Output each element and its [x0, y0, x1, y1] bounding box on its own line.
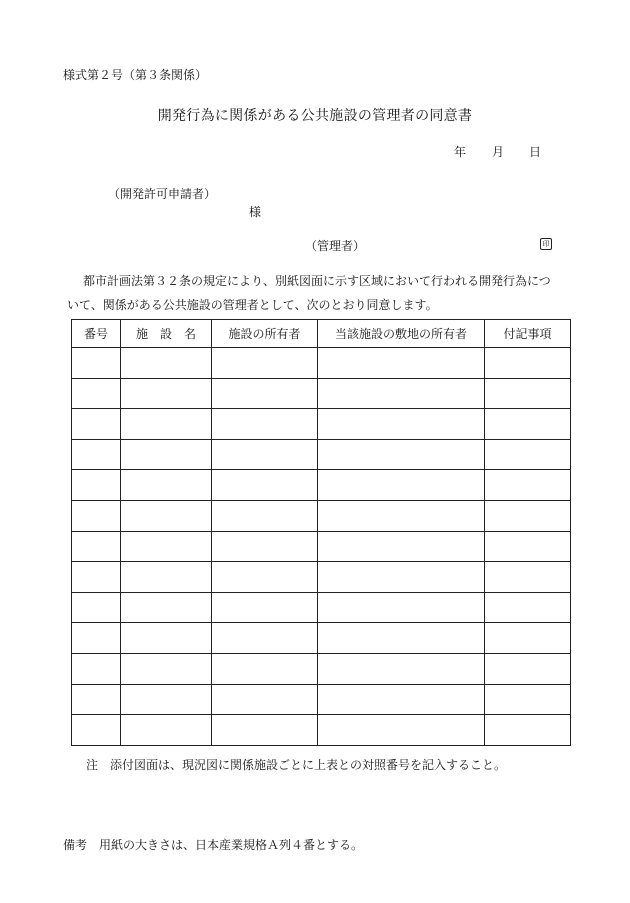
cell-land-owner	[318, 439, 485, 470]
cell-facility-owner	[212, 500, 318, 531]
table-row	[72, 500, 571, 531]
cell-facility-name	[121, 348, 212, 379]
cell-facility-owner	[212, 623, 318, 654]
table-row	[72, 684, 571, 715]
cell-number	[72, 409, 121, 440]
cell-remarks	[485, 470, 571, 501]
cell-number	[72, 378, 121, 409]
cell-land-owner	[318, 653, 485, 684]
cell-remarks	[485, 348, 571, 379]
cell-facility-owner	[212, 562, 318, 593]
header-facility-name: 施 設 名	[121, 320, 212, 348]
cell-number	[72, 623, 121, 654]
cell-number	[72, 348, 121, 379]
cell-facility-name	[121, 562, 212, 593]
cell-facility-owner	[212, 684, 318, 715]
cell-number	[72, 592, 121, 623]
table-row	[72, 715, 571, 746]
cell-facility-owner	[212, 653, 318, 684]
cell-land-owner	[318, 592, 485, 623]
cell-remarks	[485, 715, 571, 746]
cell-number	[72, 684, 121, 715]
cell-remarks	[485, 439, 571, 470]
cell-number	[72, 715, 121, 746]
header-number: 番号	[72, 320, 121, 348]
applicant-honorific: 様	[249, 205, 262, 219]
cell-remarks	[485, 623, 571, 654]
cell-number	[72, 562, 121, 593]
cell-remarks	[485, 562, 571, 593]
table-row	[72, 378, 571, 409]
attachment-note: 注 添付図面は、現況図に関係施設ごとに上表との対照番号を記入すること。	[86, 758, 507, 772]
consent-statement	[67, 269, 571, 317]
statement-line-1: 都市計画法第３２条の規定により、別紙図面に示す区域において行われる開発行為につ	[83, 274, 551, 288]
cell-land-owner	[318, 623, 485, 654]
cell-facility-name	[121, 500, 212, 531]
cell-facility-owner	[212, 715, 318, 746]
cell-remarks	[485, 500, 571, 531]
cell-land-owner	[318, 378, 485, 409]
cell-facility-owner	[212, 531, 318, 562]
date-year: 年	[454, 145, 467, 159]
cell-facility-owner	[212, 348, 318, 379]
table-row	[72, 470, 571, 501]
cell-facility-name	[121, 439, 212, 470]
cell-land-owner	[318, 562, 485, 593]
cell-facility-owner	[212, 378, 318, 409]
header-facility-owner: 施設の所有者	[212, 320, 318, 348]
cell-facility-owner	[212, 409, 318, 440]
cell-facility-name	[121, 592, 212, 623]
header-land-owner: 当該施設の敷地の所有者	[318, 320, 485, 348]
cell-facility-name	[121, 378, 212, 409]
cell-facility-name	[121, 623, 212, 654]
cell-land-owner	[318, 348, 485, 379]
cell-number	[72, 653, 121, 684]
table-row	[72, 592, 571, 623]
cell-facility-name	[121, 715, 212, 746]
cell-land-owner	[318, 684, 485, 715]
cell-facility-name	[121, 653, 212, 684]
table-row	[72, 409, 571, 440]
table-row	[72, 348, 571, 379]
cell-land-owner	[318, 715, 485, 746]
cell-number	[72, 531, 121, 562]
table-row	[72, 653, 571, 684]
cell-remarks	[485, 592, 571, 623]
cell-facility-name	[121, 470, 212, 501]
cell-facility-owner	[212, 592, 318, 623]
date-day: 日	[529, 145, 542, 159]
cell-land-owner	[318, 500, 485, 531]
cell-facility-name	[121, 531, 212, 562]
cell-number	[72, 500, 121, 531]
applicant-label: （開発許可申請者）	[108, 187, 217, 201]
cell-land-owner	[318, 470, 485, 501]
date-month: 月	[492, 145, 505, 159]
table-row	[72, 623, 571, 654]
cell-remarks	[485, 684, 571, 715]
table-row	[72, 439, 571, 470]
seal-mark: 印	[540, 238, 552, 250]
cell-remarks	[485, 531, 571, 562]
cell-number	[72, 439, 121, 470]
cell-facility-owner	[212, 470, 318, 501]
table-row	[72, 562, 571, 593]
cell-remarks	[485, 653, 571, 684]
table-body	[72, 348, 571, 746]
cell-number	[72, 470, 121, 501]
paper-size-remark: 備考 用紙の大きさは、日本産業規格Ａ列４番とする。	[63, 838, 364, 852]
form-number-label: 様式第２号（第３条関係）	[63, 68, 208, 82]
cell-facility-name	[121, 409, 212, 440]
cell-facility-name	[121, 684, 212, 715]
cell-land-owner	[318, 409, 485, 440]
manager-label: （管理者）	[305, 239, 366, 253]
statement-line-2: いて、関係がある公共施設の管理者として、次のとおり同意します。	[67, 298, 438, 312]
cell-land-owner	[318, 531, 485, 562]
cell-remarks	[485, 409, 571, 440]
table-row	[72, 531, 571, 562]
cell-remarks	[485, 378, 571, 409]
cell-facility-owner	[212, 439, 318, 470]
table-header-row	[72, 320, 571, 348]
document-title: 開発行為に関係がある公共施設の管理者の同意書	[157, 108, 473, 124]
facility-table	[71, 319, 571, 746]
header-remarks: 付記事項	[485, 320, 571, 348]
